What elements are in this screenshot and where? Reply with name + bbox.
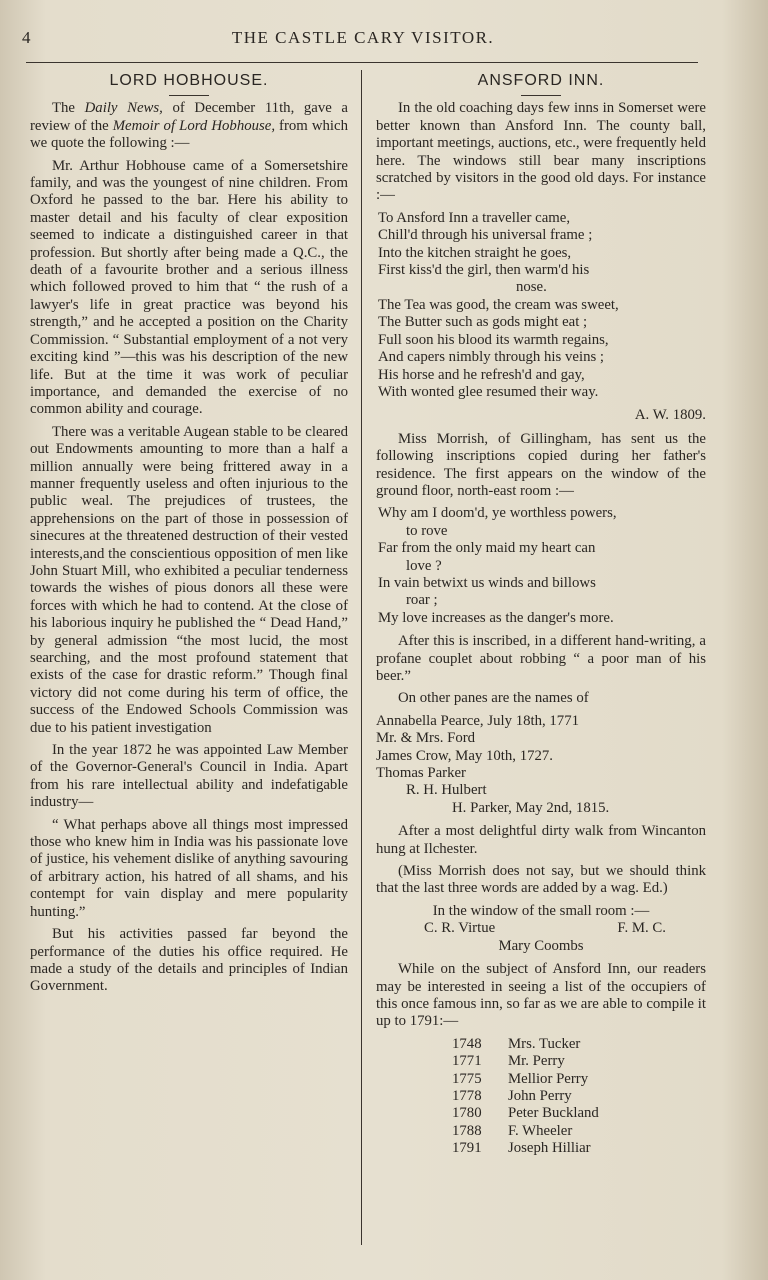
occupier-row [452,1088,706,1105]
verse-line: My love increases as the danger's more. [378,609,614,626]
page-header [18,26,708,56]
room-intro: In the window of the small room :— [432,902,650,919]
occupier-row [452,1105,706,1122]
occupier-row [452,1123,706,1140]
occupier-row [452,1071,706,1088]
verse-line: Into the kitchen straight he goes, [378,244,572,261]
right-column [376,68,706,1158]
paragraph: But his activities passed far beyond the performance of the duties his office required. He made a study of the details and principles of Indian Government. [30,926,348,995]
paragraph: Miss Morrish, of Gillingham, has sent us the following inscriptions copied during her father's residence. The first appears on the window of the ground floor, north-east room :— [376,430,706,499]
occupier-row [452,1140,706,1157]
occupier-row [452,1036,706,1053]
name-entry: R. H. Hulbert [406,782,487,799]
occupier-name: F. Wheeler [508,1122,573,1139]
verse-line: love ? [406,557,442,574]
name-entry: Mr. & Mrs. Ford [376,730,476,747]
verse-line: Why am I doom'd, ye worthless powers, [378,505,617,522]
occupier-year: 1748 [452,1035,482,1052]
paragraph: Mr. Arthur Hobhouse came of a Somersetshire family, and was the youngest of nine children. From Oxford he passed to the bar. Here his ability to master detail and his faculty of clear exposition seemed to indicate a distinguished career in that profession. But shortly after being made a Q.C., the death of a favourite brother and a serious illness which followed proved to him that “ the rush of a lawyer's life in great practice was beyond his strength,” and he accepted a position on the Charity Commission. “ Substantial employment of a not very exciting kind ”—this was his description of the new life. But at the time it was work of peculiar importance, and demanded the exercise of no common ability and courage. [30,157,348,418]
header-rule [26,62,698,63]
occupier-name: Mr. Perry [508,1053,565,1070]
occupier-name: John Perry [508,1087,572,1104]
occupier-name: Joseph Hilliar [508,1140,591,1157]
paragraph: In the year 1872 he was appointed Law Member of the Governor-General's Council in India. Apart from his rare intellectual ability and indefatigable industry— [30,742,348,811]
verse-line: Full soon his blood its warmth regains, [378,331,609,348]
occupier-year: 1791 [452,1140,482,1157]
names-list [376,713,706,817]
paragraph: After this is inscribed, in a different hand-writing, a profane couplet about robbing “ a poor man of his beer.” [376,633,706,684]
occupiers-list [452,1036,706,1158]
article-heading-ansford-inn: ANSFORD INN. [477,72,605,89]
verse-line: In vain betwixt us winds and billows [378,574,596,591]
name-entry: James Crow, May 10th, 1727. [376,747,553,764]
verse-line: Far from the only maid my heart can [378,540,596,557]
occupier-year: 1778 [452,1087,482,1104]
small-room-inscriptions [376,903,706,955]
paragraph: In the old coaching days few inns in Somerset were better known than Ansford Inn. The county ball, important meetings, auctions, etc., were frequently held here. The windows still bear many inscriptions scratched by visitors in the good old days. For instance :— [376,100,706,204]
paragraph: (Miss Morrish does not say, but we should think that the last three words are added by a wag. Ed.) [376,863,706,897]
room-names-row [376,920,706,937]
room-name: C. R. Virtue [424,920,496,937]
verse-line: To Ansford Inn a traveller came, [378,209,571,226]
verse-line: Chill'd through his universal frame ; [378,227,593,244]
heading-rule [521,95,561,96]
paragraph: On other panes are the names of [398,690,589,707]
verse-inscription [376,210,706,401]
verse-line: to rove [406,522,448,539]
paragraph: There was a veritable Augean stable to be cleared out Endowments amounting to more than a half a million annually were being frittered away in a manner frequently useless and often injurious to the public weal. The prejudices of trustees, the apprehensions on the part of those in possession of sinecures at the threatened destruction of their vested interests,and the conscientious opposition of men like John Stuart Mill, who exhibited a peculiar tenderness towards the wishes of pious donors all these were forces with which he had to contend. At the close of his laborious inquiry he published the “ Dead Hand,” by general admission “the most lucid, the most searching, and the most profound statement that exists of the case for drastic reform.” Though final victory did not come during his term of office, the success of the Endowed Schools Commission was due to his patient investigation [30,423,348,736]
paragraph: After a most delightful dirty walk from Wincanton hung at Ilchester. [376,823,706,857]
verse-line: First kiss'd the girl, then warm'd his [378,262,590,279]
verse-line: nose. [516,279,547,296]
occupier-year: 1780 [452,1105,482,1122]
article-heading-lord-hobhouse: LORD HOBHOUSE. [109,72,269,89]
running-title: THE CASTLE CARY VISITOR. [231,28,495,47]
verse-inscription [376,505,706,627]
occupier-year: 1788 [452,1122,482,1139]
quoted-paragraph: “ What perhaps above all things most impressed those who knew him in India was his passionate love of justice, his vehement dislike of anything savouring of arbitrary action, his hatred of all shams, and his contempt for vain display and mere popularity hunting.” [30,816,348,920]
occupier-name: Mellior Perry [508,1070,589,1087]
occupier-name: Mrs. Tucker [508,1035,581,1052]
left-column [30,68,348,1001]
column-divider [361,70,362,1245]
name-entry: H. Parker, May 2nd, 1815. [452,799,610,816]
occupier-year: 1771 [452,1053,482,1070]
verse-line: His horse and he refresh'd and gay, [378,366,585,383]
room-name: Mary Coombs [498,937,584,954]
heading-rule [169,95,209,96]
room-name: F. M. C. [617,920,666,937]
page-number: 4 [22,28,32,47]
name-entry: Annabella Pearce, July 18th, 1771 [376,712,579,729]
verse-line: The Butter such as gods might eat ; [378,314,588,331]
verse-line: roar ; [406,592,438,609]
verse-line: And capers nimbly through his veins ; [378,349,605,366]
occupier-name: Peter Buckland [508,1105,599,1122]
paragraph: The Daily News, of December 11th, gave a review of the Memoir of Lord Hobhouse, from which we quote the following :— [30,100,348,152]
occupier-year: 1775 [452,1070,482,1087]
verse-line: With wonted glee resumed their way. [378,383,599,400]
paragraph: While on the subject of Ansford Inn, our readers may be interested in seeing a list of the occupiers of this once famous inn, so far as we are able to compile it up to 1791:— [376,961,706,1030]
occupier-row [452,1053,706,1070]
name-entry: Thomas Parker [376,765,466,782]
verse-signature: A. W. 1809. [634,407,706,424]
verse-line: The Tea was good, the cream was sweet, [378,296,619,313]
